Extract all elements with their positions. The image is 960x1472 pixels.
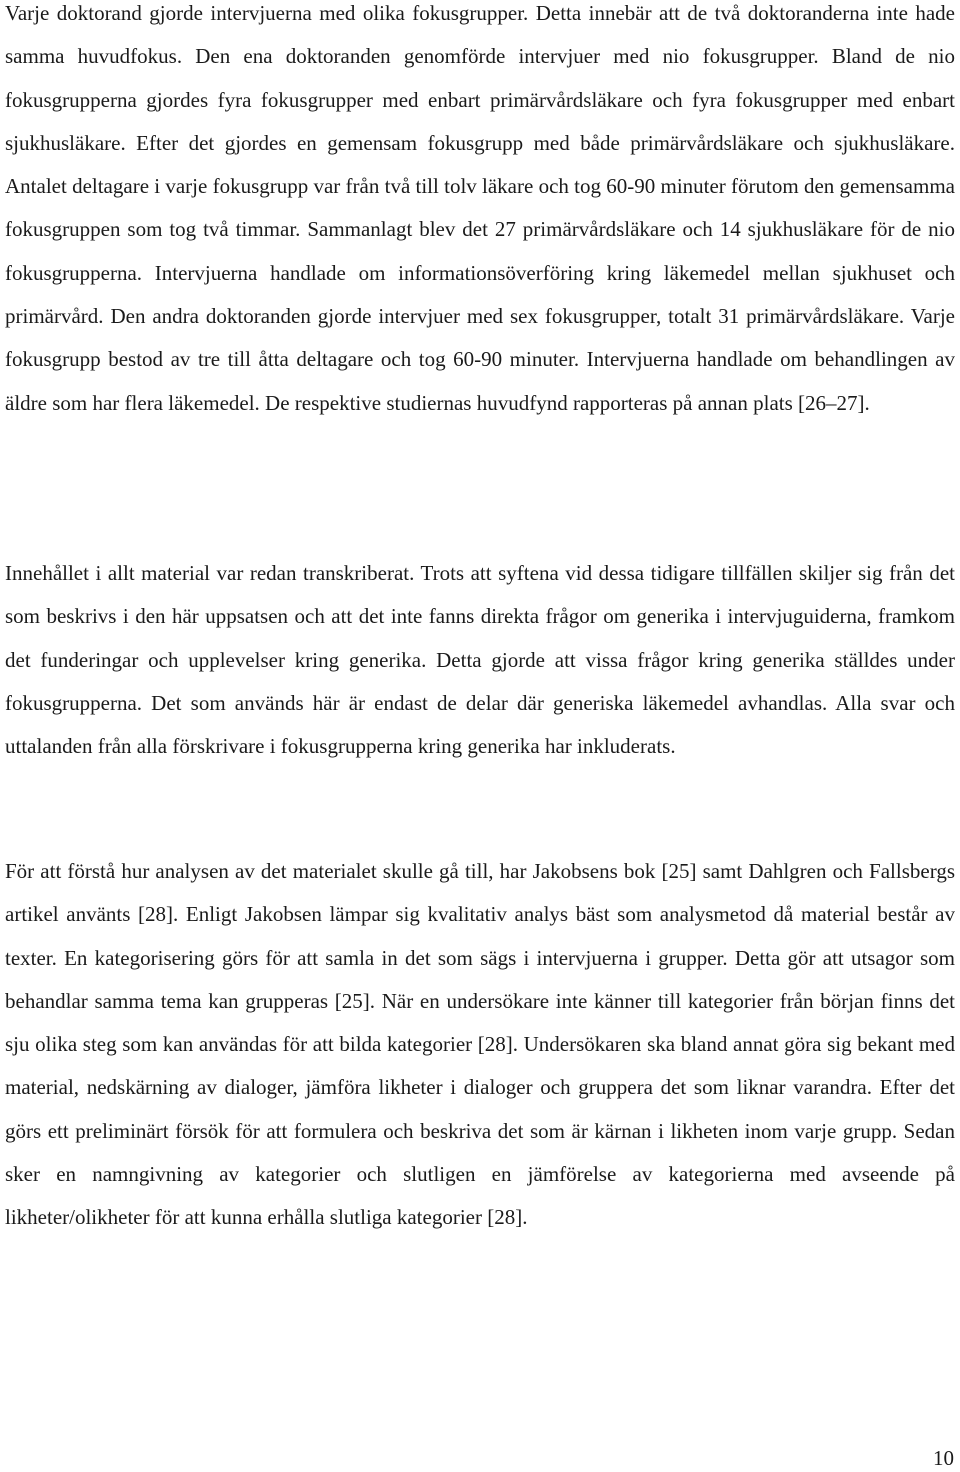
paragraph-analysis-method: För att förstå hur analysen av det materialet skulle gå till, har Jakobsens bok [25] samt Dahlgren och Fallsbergs artikel använts [28]. Enligt Jakobsen lämpar sig kvalitativ analys bäst som analysmetod då material består av texter. En kategorisering görs för att samla in det som sägs i intervjuerna i grupper. Detta gör att utsagor som behandlar samma tema kan grupperas [25]. När en undersökare inte känner till kategorier från början finns det sju olika steg som kan användas för att bilda kategorier [28]. Undersökaren ska bland annat göra sig bekant med material, nedskärning av dialoger, jämföra likheter i dialoger och gruppera det som liknar varandra. Efter det görs ett preliminärt försök för att formulera och beskriva det som är kärnan i likheten inom varje grupp. Sedan sker en namngivning av kategorier och slutligen en jämförelse av kategorierna med avseende på likheter/olikheter för att kunna erhålla slutliga kategorier [28]. bbox=[5, 859, 955, 1230]
paragraph-material-content: Innehållet i allt material var redan transkriberat. Trots att syftena vid dessa tidigare tillfällen skiljer sig från det som beskrivs i den här uppsatsen och att det inte fanns direkta frågor om generika i intervjuguiderna, framkom det funderingar och upplevelser kring generika. Detta gjorde att vissa frågor kring generika ställdes under fokusgrupperna. Det som används här är endast de delar där generiska läkemedel avhandlas. Alla svar och uttalanden från alla förskrivare i fokusgrupperna kring generika har inkluderats. bbox=[5, 561, 955, 759]
paragraph-focus-groups: Varje doktorand gjorde intervjuerna med olika fokusgrupper. Detta innebär att de två doktoranderna inte hade samma huvudfokus. Den ena doktoranden genomförde intervjuer med nio fokusgrupper. Bland de nio fokusgrupperna gjordes fyra fokusgrupper med enbart primärvårdsläkare och fyra fokusgrupper med enbart sjukhusläkare. Efter det gjordes en gemensam fokusgrupp med både primärvårdsläkare och sjukhusläkare. Antalet deltagare i varje fokusgrupp var från två till tolv läkare och tog 60-90 minuter förutom den gemensamma fokusgruppen som tog två timmar. Sammanlagt blev det 27 primärvårdsläkare och 14 sjukhusläkare för de nio fokusgrupperna. Intervjuerna handlade om informationsöverföring kring läkemedel mellan sjukhuset och primärvård. Den andra doktoranden gjorde intervjuer med sex fokusgrupper, totalt 31 primärvårdsläkare. Varje fokusgrupp bestod av tre till åtta deltagare och tog 60-90 minuter. Intervjuerna handlade om behandlingen av äldre som har flera läkemedel. De respektive studiernas huvudfynd rapporteras på annan plats [26–27]. bbox=[5, 1, 955, 415]
page-number: 10 bbox=[933, 1446, 954, 1470]
